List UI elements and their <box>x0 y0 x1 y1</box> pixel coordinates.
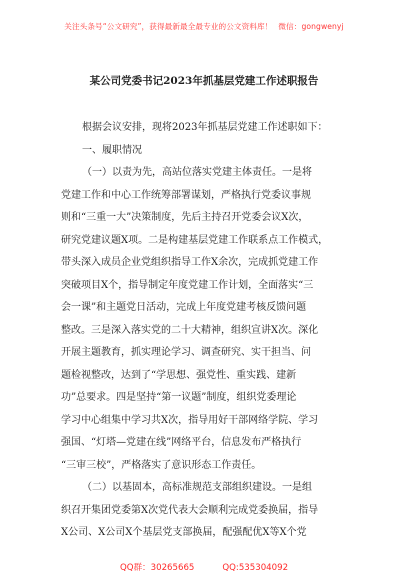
header-note-text: 关注头条号“公文研究”，获得最新最全最专业的公文资料库！ <box>64 22 273 31</box>
body-line: 则和“三重一大”决策制度，先后主持召开党委会议X次， <box>61 212 309 223</box>
section-heading: 一、履职情况 <box>82 144 142 156</box>
body-line: 学习中心组集中学习共X次，指导用好干部网络学院、学习 <box>61 414 319 426</box>
body-line: 开展主题教育，抓实理论学习、调查研究、实干担当、问 <box>61 347 311 358</box>
body-line: 根据会议安排，现将2023年抓基层党建工作述职如下： <box>82 122 328 133</box>
body-line: 研究党建议题X项。二是构建基层党建工作联系点工作模式， <box>61 234 329 246</box>
body-line: “三审三校”，严格落实了意识形态工作责任。 <box>61 459 262 471</box>
document-title: 某公司党委书记2023年抓基层党建工作述职报告 <box>89 75 319 87</box>
footer-contact <box>0 561 408 573</box>
footer-qq: QQ:535304092 <box>222 563 289 573</box>
document-body <box>61 117 354 545</box>
body-line: 题检视整改，达到了“学思想、强党性、重实践、建新 <box>61 369 297 381</box>
body-line: （一）以责为先，高站位落实党建主体责任。一是将 <box>82 167 312 178</box>
footer-qq-group: QQ群：30265665 <box>119 563 195 573</box>
body-line: 强国、“灯塔—党建在线”网络平台，信息发布严格执行 <box>61 437 302 448</box>
body-line: 突破项目X个，指导制定年度党建工作计划，全面落实“三 <box>61 279 314 291</box>
body-line: 功”总要求。四是坚持“第一议题”制度，组织党委理论 <box>61 392 297 403</box>
body-line: 带头深入成员企业党组织指导工作X余次，完成抓党建工作 <box>61 257 319 268</box>
header-note-wechat: 微信：gongwenyj <box>278 22 344 31</box>
body-line: X公司、X公司X个基层党支部换届，配强配优X等X个党 <box>61 527 307 538</box>
body-line: 织召开集团党委第X次党代表大会顺利完成党委换届，指导 <box>61 504 319 516</box>
header-note <box>0 21 408 32</box>
body-line: 会一课”和主题党日活动，完成上年度党建考核反馈问题 <box>61 302 307 313</box>
body-line: 党建工作和中心工作统筹部署谋划，严格执行党委议事规 <box>61 189 311 201</box>
body-line: （二）以基固本，高标准规范支部组织建设。一是组 <box>82 482 312 493</box>
body-line: 整改。三是深入落实党的二十大精神，组织宣讲X次。深化 <box>61 324 319 336</box>
